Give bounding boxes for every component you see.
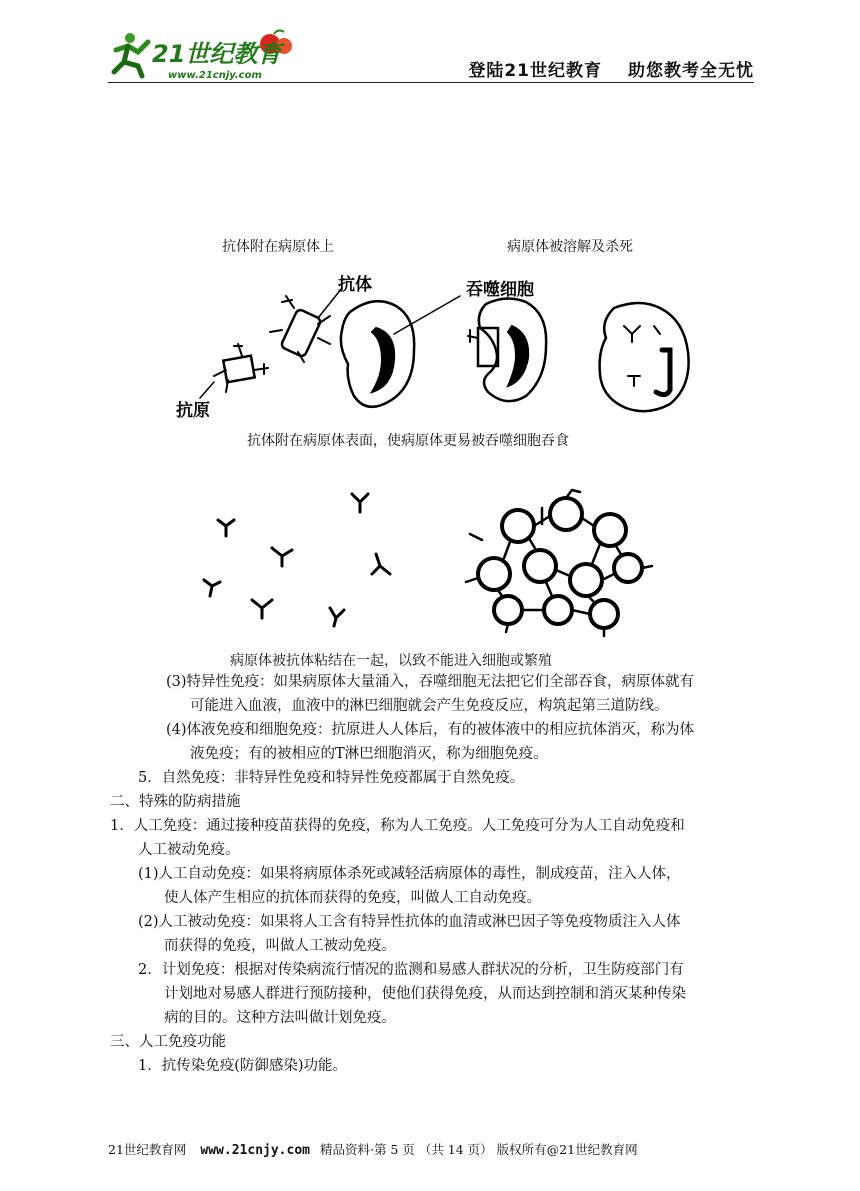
slogan-right: 助您教考全无忧 <box>628 61 754 81</box>
antigen-shape <box>214 344 268 392</box>
phagocyte-engulfing <box>479 298 546 401</box>
logo <box>108 28 308 82</box>
free-antibodies <box>204 494 390 626</box>
figure2-illustration <box>196 470 656 640</box>
paragraph-natural-immunity: 5．自然免疫：非特异性免疫和特异性免疫都属于自然免疫。 <box>138 770 525 786</box>
figure1-caption-bottom: 抗体附在病原体表面，使病原体更易被吞噬细胞吞食 <box>247 433 569 449</box>
label-phagocyte: 吞噬细胞 <box>466 280 534 300</box>
label-antibody: 抗体 <box>338 275 372 295</box>
paragraph-planned-immunity: 2．计划免疫：根据对传染病流行情况的监测和易感人群状况的分析，卫生防疫部门有 计划地对易感人群进行预防接种，使他们获得免疫，从而达到控制和消灭某种传染 病的目的。这种方法叫做计划免疫。 <box>138 962 686 1026</box>
logo-url: www.21cnjy.com <box>168 70 262 81</box>
dissolved-pathogen-cell <box>600 303 689 411</box>
agglutinated-pathogens <box>478 498 642 628</box>
slogan-left: 登陆21世纪教育 <box>468 61 602 81</box>
paragraph-passive-immunity: (2)人工被动免疫：如果将人工含有特异性抗体的血清或淋巴因子等免疫物质注入人体 而获得的免疫，叫做人工被动免疫。 <box>138 914 681 954</box>
paragraph-artificial-immunity: 1．人工免疫：通过接种疫苗获得的免疫，称为人工免疫。人工免疫可分为人工自动免疫和 人工被动免疫。 <box>110 818 685 858</box>
logo-text: 21世纪教育 <box>152 40 282 68</box>
label-antigen: 抗原 <box>176 401 210 421</box>
running-figure-icon <box>114 33 148 76</box>
header-divider <box>108 82 754 83</box>
section-heading-2: 二、特殊的防病措施 <box>110 794 241 810</box>
figure1-caption-right: 病原体被溶解及杀死 <box>507 239 633 255</box>
paragraph-active-immunity: (1)人工自动免疫：如果将病原体杀死或减轻活病原体的毒性，制成疫苗，注入人体， 使人体产生相应的抗体而获得的免疫，叫做人工自动免疫。 <box>138 866 681 906</box>
footer-url: www.21cnjy.com <box>200 1143 310 1158</box>
paragraph-humoral-cellular: (4)体液免疫和细胞免疫：抗原进人人体后，有的被体液中的相应抗体消灭，称为体 液免疫；有的被相应的T淋巴细胞消灭，称为细胞免疫。 <box>166 722 695 762</box>
pathogen-with-antibodies <box>270 296 330 362</box>
page-footer <box>108 1140 638 1158</box>
section-heading-3: 三、人工免疫功能 <box>110 1034 226 1050</box>
figure2-caption: 病原体被抗体粘结在一起，以致不能进入细胞或繁殖 <box>230 653 552 669</box>
footer-site: 21世纪教育网 <box>108 1142 187 1157</box>
header-slogan <box>468 56 754 81</box>
figure1-caption-left: 抗体附在病原体上 <box>222 239 334 255</box>
paragraph-specific-immunity: (3)特异性免疫：如果病原体大量涌入，吞噬细胞无法把它们全部吞食，病原体就有 可能进入血液，血液中的淋巴细胞就会产生免疫反应，构筑起第三道防线。 <box>166 674 695 714</box>
phagocyte-cell <box>341 301 414 407</box>
paragraph-anti-infection: 1．抗传染免疫(防御感染)功能。 <box>138 1058 348 1074</box>
logo-graphic <box>108 28 308 82</box>
footer-info: 精品资料·第 5 页 （共 14 页） 版权所有@21世纪教育网 <box>319 1142 638 1157</box>
figure1-illustration <box>170 268 710 424</box>
